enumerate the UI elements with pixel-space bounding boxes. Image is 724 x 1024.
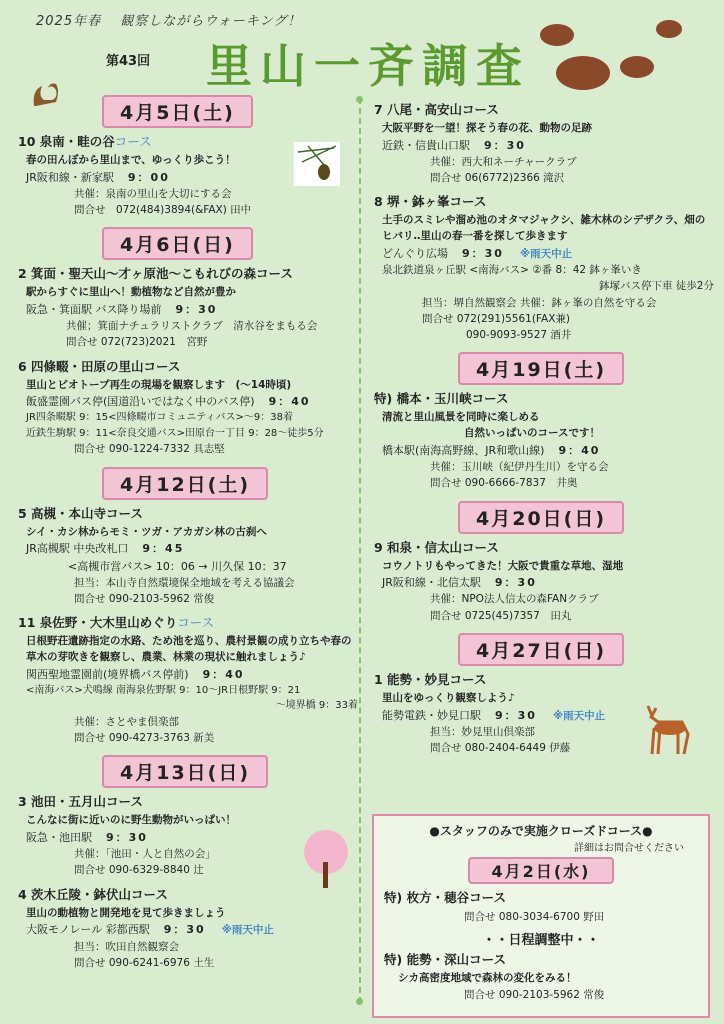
course-desc: 里山とビオトープ再生の現場を観察します (～14時頃): [26, 378, 292, 391]
course-title: 6 四條畷・田原の里山コース: [18, 358, 181, 374]
right-column: [374, 100, 714, 762]
course-block: [374, 100, 714, 186]
meeting-point: 関西聖地霊園前(境界橋バス停前): [26, 667, 189, 681]
course-title: 8 堺・鉢ヶ峯コース: [374, 194, 487, 210]
meeting-point: どんぐり広場: [382, 246, 448, 260]
contact: 問合せ 090-2103-5962 常俊: [74, 592, 215, 605]
date-label: 4月20日(日): [458, 501, 624, 534]
boar-icon: [656, 20, 682, 38]
organizer: 担当：吹田自然観察会: [74, 940, 179, 953]
contact: 問合せ 072(723)2021 宮野: [66, 336, 208, 349]
boar-icon: [556, 56, 610, 90]
course-desc: 清流と里山風景を同時に楽しめる: [382, 411, 540, 424]
course-title: 11 泉佐野・大木里山めぐり: [18, 615, 178, 631]
boar-icon: [620, 56, 654, 78]
course-desc: 土手のスミレや溜め池のオタマジャクシ、雑木林のシデザクラ、畑のヒバリ‥里山の春一番を探して歩きます: [382, 214, 706, 243]
date-label: 4月27日(日): [458, 633, 624, 666]
meeting-point: JR高槻駅 中央改札口: [26, 542, 129, 556]
course-title: 特) 能勢・深山コース: [384, 952, 506, 968]
organizer: 共催：泉南の里山を大切にする会: [74, 187, 232, 200]
meeting-time: 9：40: [268, 395, 311, 409]
meeting-time: 9：30: [495, 708, 537, 722]
course-title: 特) 枚方・穂谷コース: [384, 890, 506, 905]
course-title: 7 八尾・高安山コース: [374, 102, 499, 117]
date-label: 4月2日(水): [468, 857, 615, 884]
course-block: [18, 264, 358, 350]
course-block: [374, 538, 714, 624]
course-desc: 里山の動植物と開発地を見て歩きましょう: [26, 906, 226, 919]
rain-cancel-note: ※雨天中止: [221, 924, 274, 937]
rain-cancel-note: ※雨天中止: [519, 247, 573, 260]
contact: 090-9093-9527 酒井: [466, 329, 572, 342]
course-block: [18, 613, 358, 746]
meeting-point: 能勢電鉄・妙見口駅: [382, 708, 481, 722]
left-column: [18, 92, 358, 977]
course-title: 3 池田・五月山コース: [18, 794, 143, 810]
access-route: 泉北鉄道泉ヶ丘駅 <南海バス> ②番 8：42 鉢ヶ峯いき: [382, 264, 642, 277]
access-route: <高槻市営バス> 10：06 → 川久保 10：37: [68, 559, 287, 573]
meeting-point: 阪急・箕面駅 バス降り場前: [26, 303, 162, 317]
meeting-point: 橋本駅(南海高野線、JR和歌山線): [382, 443, 545, 457]
rain-cancel-note: ※雨天中止: [552, 709, 606, 722]
access-route: 鉢塚バス停下車 徒歩2分: [598, 280, 714, 293]
course-block: [374, 389, 714, 491]
contact: 問合せ 072(484)3894(&FAX) 田中: [74, 204, 252, 217]
boar-icon: [540, 24, 574, 46]
organizer: 担当：本山寺自然環境保全地域を考える協議会: [74, 576, 295, 589]
organizer: 共催：「池田・人と自然の会」: [74, 847, 216, 860]
course-desc: シイ・カシ林からモミ・ツガ・アカガシ林の古刹へ: [26, 525, 267, 538]
schedule-pending: ・・日程調整中・・: [482, 933, 600, 949]
meeting-time: 9：40: [202, 667, 245, 681]
organizer: 共催；箕面ナチュラリストクラブ 清水谷をまもる会: [66, 320, 318, 333]
course-title: 10 泉南・畦の谷: [18, 134, 115, 149]
staff-box-note: 詳細はお問合せください: [574, 843, 684, 854]
course-desc: 駅からすぐに里山へ！動植物など自然が豊か: [26, 286, 236, 299]
organizer: 共催：西大和ネーチャークラブ: [430, 155, 577, 168]
contact: 問合せ 090-6241-6976 土生: [74, 956, 215, 969]
contact: 問合せ 080-2404-6449 伊藤: [430, 742, 571, 755]
course-block: [18, 504, 358, 607]
course-block: [18, 885, 358, 972]
contact: 問合せ 090-4273-3763 新美: [74, 731, 215, 744]
meeting-time: 9：00: [127, 170, 170, 184]
organizer: 担当：妙見里山倶楽部: [430, 725, 535, 738]
course-block: [18, 357, 358, 458]
meeting-time: 9：30: [462, 246, 504, 260]
organizer: 担当：堺自然観察会 共催：鉢ヶ峯の自然を守る会: [422, 296, 657, 309]
organizer: 共催：玉川峡（紀伊丹生川）を守る会: [430, 460, 609, 473]
course-block: [374, 192, 714, 343]
date-label: 4月6日(日): [102, 227, 253, 260]
access-route: ～境界橋 9：33着: [275, 700, 358, 712]
course-block: [374, 670, 714, 757]
course-block: [18, 792, 358, 878]
contact: 問合せ 090-2103-5962 常俊: [464, 989, 605, 1002]
meeting-time: 9：40: [558, 443, 601, 457]
date-label: 4月19日(土): [458, 352, 624, 385]
course-desc: 春の田んぼから里山まで、ゆっくり歩こう！: [26, 154, 236, 166]
meeting-point: 大阪モノレール 彩都西駅: [26, 923, 150, 937]
meeting-time: 9：30: [106, 830, 148, 844]
course-desc: 里山をゆっくり観察しよう♪: [382, 691, 515, 704]
access-route: JR四条畷駅 9：15<四條畷市コミュニティバス>～9：38着: [26, 412, 294, 424]
course-title: 4 茨木丘陵・鉢伏山コース: [18, 886, 168, 902]
course-title: 5 高槻・本山寺コース: [18, 505, 143, 521]
staff-box-heading: ●スタッフのみで実施クローズドコース●: [429, 824, 653, 838]
meeting-time: 9：30: [484, 138, 526, 152]
year-season: 2025年春: [36, 14, 102, 29]
course-title: 1 能勢・妙見コース: [374, 671, 487, 687]
contact: 問合せ 090-6666-7837 井奥: [430, 477, 578, 490]
date-label: 4月5日(土): [102, 95, 253, 128]
meeting-point: 近鉄・信貴山口駅: [382, 138, 470, 152]
course-title: 9 和泉・信太山コース: [374, 539, 499, 555]
meeting-point: JR阪和線・北信太駅: [382, 576, 481, 590]
course-desc: 自然いっぱいのコースです！: [464, 427, 600, 440]
course-title: 特) 橋本・玉川峡コース: [374, 391, 509, 407]
meeting-time: 9：30: [163, 923, 206, 937]
contact: 問合せ 090-1224-7332 具志堅: [74, 443, 225, 456]
course-suffix: コース: [114, 134, 152, 149]
header-sub: [36, 10, 315, 29]
access-route: <南海バス>犬鳴線 南海泉佐野駅 9：10～JR日根野駅 9：21: [26, 684, 301, 696]
page-title: 里山一斉調査: [206, 39, 530, 93]
course-desc: こんなに街に近いのに野生動物がいっぱい！: [26, 814, 236, 827]
course-desc: シカ高密度地域で森林の変化をみる！: [398, 972, 577, 985]
course-desc: コウノトリもやってきた！大阪で貴重な草地、湿地: [382, 559, 624, 572]
meeting-time: 9：30: [175, 303, 218, 317]
course-block: [18, 132, 358, 218]
meeting-time: 9：45: [142, 542, 185, 556]
contact: 問合せ 080-3034-6700 野田: [464, 911, 605, 923]
contact: 問合せ 06(6772)2366 滝沢: [430, 172, 565, 185]
date-label: 4月13日(日): [102, 755, 268, 788]
course-suffix: コース: [177, 615, 215, 631]
event-name: 観察しながらウォーキング！: [120, 14, 302, 29]
course-desc: 大阪平野を一望！探そう春の花、動物の足跡: [382, 122, 592, 134]
meeting-time: 9：30: [494, 576, 537, 590]
contact: 問合せ 0725(45)7357 田丸: [430, 609, 572, 622]
staff-only-box: [372, 814, 710, 1018]
organizer: 共催：さとやま倶楽部: [74, 715, 179, 728]
meeting-point: JR阪和線・新家駅: [26, 170, 114, 184]
meeting-point: 飯盛霊園バス停(国道沿いではなく中のバス停): [26, 395, 255, 409]
course-title: 2 箕面・聖天山～才ヶ原池～こもれびの森コース: [18, 266, 293, 282]
column-divider: [359, 98, 361, 1003]
divider-dot: [356, 998, 363, 1005]
course-desc: 日根野荘遺跡指定の水路、ため池を巡り、農村景観の成り立ちや春の草木の芽吹きを観察し、農業、林業の現状に触れましょう♪: [26, 635, 352, 663]
contact: 問合せ 072(291)5561(FAX兼): [422, 312, 570, 325]
contact: 問合せ 090-6329-8840 辻: [74, 864, 204, 877]
date-label: 4月12日(土): [102, 467, 268, 500]
organizer: 共催：NPO法人信太の森FANクラブ: [430, 593, 599, 606]
issue-number: 第43回: [106, 54, 151, 69]
access-route: 近鉄生駒駅 9：11<奈良交通バス>田原台一丁目 9：28～徒歩5分: [26, 427, 324, 439]
meeting-point: 阪急・池田駅: [26, 830, 92, 844]
